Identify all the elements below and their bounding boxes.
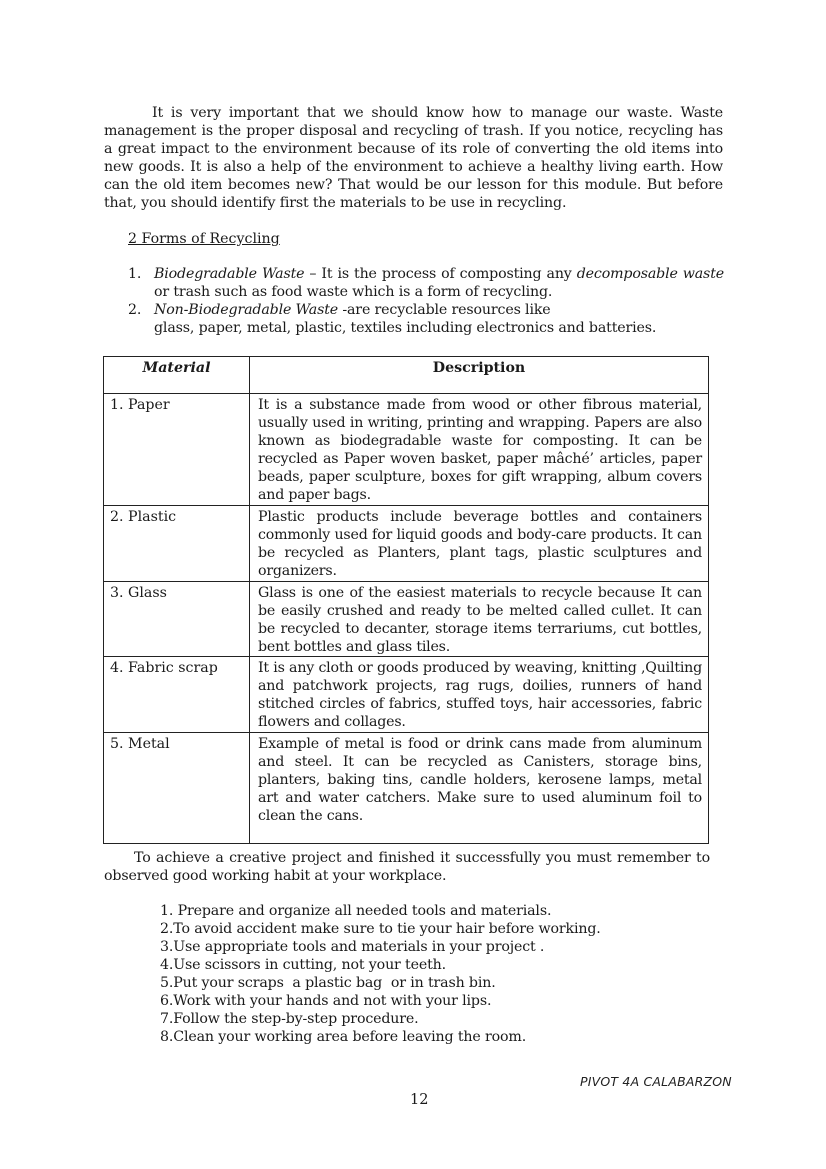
- list-number: 2.: [128, 302, 142, 318]
- material-cell: 1. Paper: [104, 394, 250, 506]
- intro-text: It is very important that we should know how to manage our waste. Waste management is the proper disposal and recycling of trash. If you notice, recycling has a great impact to the environment because of its role of converting the old items into new goods. It is also a help of the environment to achieve a healthy living earth. How can the old item becomes new? That would be our lesson for this module. But before that, you should identify first the materials to be use in recycling.: [104, 105, 723, 211]
- item-text: glass, paper, metal, plastic, textiles including electronics and batteries.: [154, 320, 657, 336]
- emphasis-decomposable: decomposable waste: [576, 266, 724, 282]
- habit-item: 4.Use scissors in cutting, not your teeth.: [160, 957, 446, 973]
- habit-item: 7.Follow the step-by-step procedure.: [160, 1011, 419, 1027]
- list-item-biodegradable: [128, 265, 724, 301]
- forms-of-recycling-heading: 2 Forms of Recycling: [128, 231, 280, 247]
- habit-item: 8.Clean your working area before leaving the room.: [160, 1029, 527, 1045]
- material-cell: 5. Metal: [104, 733, 250, 844]
- table-row: [104, 657, 709, 733]
- page-number: 12: [410, 1092, 429, 1108]
- header-material: Material: [104, 357, 250, 394]
- habit-item: 2.To avoid accident make sure to tie your hair before working.: [160, 921, 601, 937]
- material-cell: 4. Fabric scrap: [104, 657, 250, 733]
- header-description: Description: [250, 357, 709, 394]
- table-row: [104, 394, 709, 506]
- description-cell: It is a substance made from wood or other fibrous material, usually used in writing, printing and wrapping. Papers are also known as biodegradable waste for composting. It can be recycled as Paper woven basket, paper mâché’ articles, paper beads, paper sculpture, boxes for gift wrapping, album covers and paper bags.: [250, 394, 709, 506]
- materials-table: [103, 356, 709, 844]
- table-header-row: [104, 357, 709, 394]
- description-cell: Plastic products include beverage bottles and containers commonly used for liquid goods and body-care products. It can be recycled as Planters, plant tags, plastic sculptures and organizers.: [250, 506, 709, 582]
- table-row: [104, 582, 709, 657]
- list-item-non-biodegradable: [128, 301, 724, 337]
- description-cell: It is any cloth or goods produced by weaving, knitting ,Quilting and patchwork projects, rag rugs, doilies, runners of hand stitched circles of fabrics, stuffed toys, hair accessories, fabric flowers and collages.: [250, 657, 709, 733]
- forms-of-recycling-list: [128, 265, 724, 337]
- habit-item: 1. Prepare and organize all needed tools and materials.: [160, 903, 552, 919]
- item-text: – It is the process of composting any: [304, 266, 577, 282]
- item-text: or trash such as food waste which is a form of recycling.: [154, 284, 553, 300]
- footer-brand: PIVOT 4A CALABARZON: [580, 1074, 732, 1089]
- closing-paragraph: [104, 849, 710, 885]
- term-non-biodegradable: Non-Biodegradable Waste: [154, 302, 338, 318]
- closing-text: To achieve a creative project and finished it successfully you must remember to observed good working habit at your workplace.: [104, 850, 710, 884]
- description-cell: Example of metal is food or drink cans made from aluminum and steel. It can be recycled as Canisters, storage bins, planters, baking tins, candle holders, kerosene lamps, metal art and water catchers. Make sure to used aluminum foil to clean the cans.: [250, 733, 709, 844]
- material-cell: 3. Glass: [104, 582, 250, 657]
- intro-paragraph: [104, 104, 723, 212]
- habit-item: 3.Use appropriate tools and materials in your project .: [160, 939, 545, 955]
- term-biodegradable: Biodegradable Waste: [154, 266, 305, 282]
- working-habits-list: [160, 902, 601, 1046]
- item-text: -are recyclable resources like: [338, 302, 551, 318]
- habit-item: 5.Put your scraps a plastic bag or in trash bin.: [160, 975, 496, 991]
- description-cell: Glass is one of the easiest materials to recycle because It can be easily crushed and ready to be melted called cullet. It can be recycled to decanter, storage items terrariums, cut bottles, bent bottles and glass tiles.: [250, 582, 709, 657]
- habit-item: 6.Work with your hands and not with your lips.: [160, 993, 492, 1009]
- table-row: [104, 733, 709, 844]
- list-number: 1.: [128, 266, 142, 282]
- table-row: [104, 506, 709, 582]
- material-cell: 2. Plastic: [104, 506, 250, 582]
